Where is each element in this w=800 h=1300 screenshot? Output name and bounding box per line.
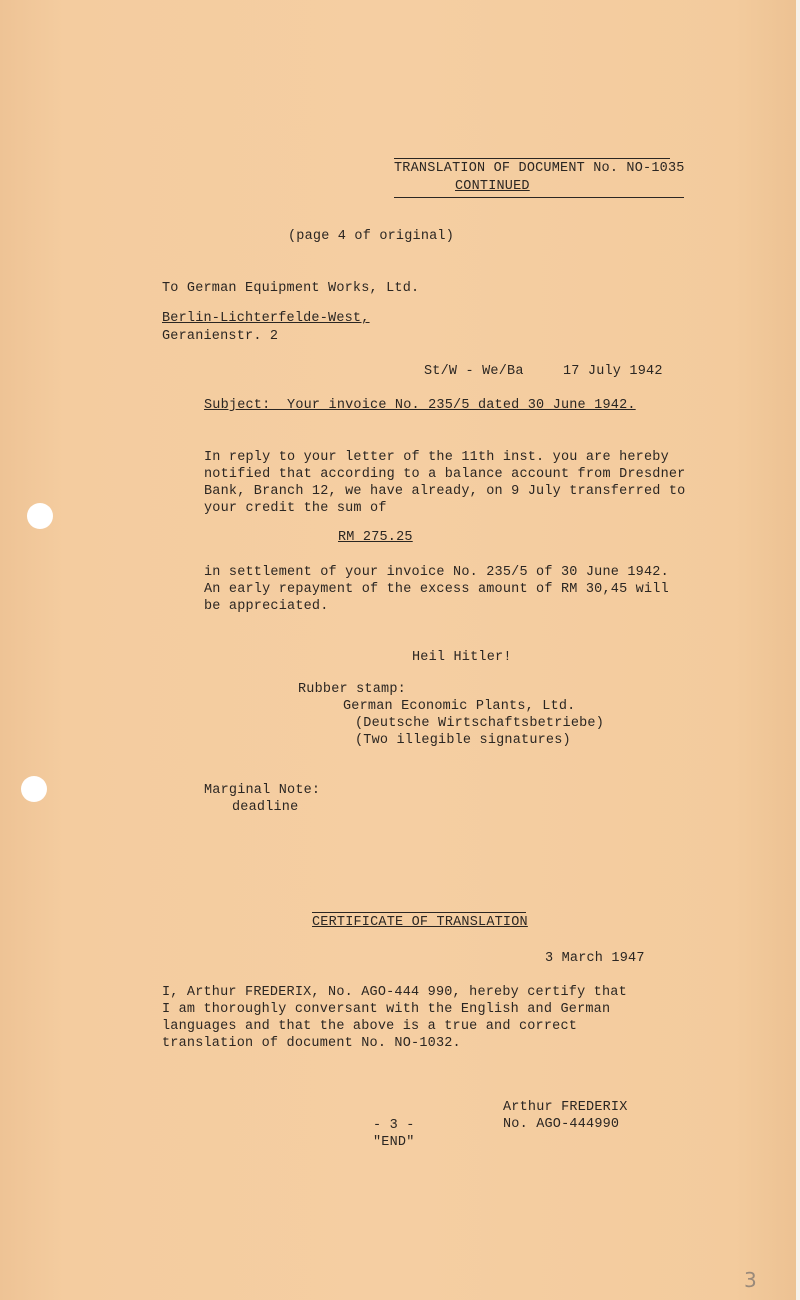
- certificate-line: translation of document No. NO-1032.: [162, 1036, 461, 1051]
- certificate-line: languages and that the above is a true and correct: [162, 1019, 578, 1034]
- continued-label: CONTINUED: [455, 179, 530, 194]
- page-edge: [796, 0, 800, 1300]
- body-line: Bank, Branch 12, we have already, on 9 July transferred to: [204, 484, 686, 499]
- stamp-line: (Two illegible signatures): [355, 733, 571, 748]
- amount: RM 275.25: [338, 530, 413, 545]
- page-number: - 3 -: [373, 1118, 415, 1133]
- closing-salutation: Heil Hitler!: [412, 650, 512, 665]
- translator-name: Arthur FREDERIX: [503, 1100, 628, 1115]
- certificate-date: 3 March 1947: [545, 951, 645, 966]
- end-marker: "END": [373, 1135, 415, 1150]
- certificate-line: I am thoroughly conversant with the English and German: [162, 1002, 611, 1017]
- addressee-line: To German Equipment Works, Ltd.: [162, 281, 420, 296]
- certificate-title: CERTIFICATE OF TRANSLATION: [312, 915, 528, 930]
- punch-hole: [27, 503, 53, 529]
- stamp-line: German Economic Plants, Ltd.: [343, 699, 576, 714]
- body-line: be appreciated.: [204, 599, 329, 614]
- header-top-rule: [394, 158, 670, 159]
- reference-code: St/W - We/Ba: [424, 364, 524, 379]
- body-line: notified that according to a balance account from Dresdner: [204, 467, 686, 482]
- stamp-label: Rubber stamp:: [298, 682, 406, 697]
- body-line: your credit the sum of: [204, 501, 387, 516]
- pencil-page-number: 3: [744, 1268, 757, 1292]
- addressee-street: Geranienstr. 2: [162, 329, 279, 344]
- certificate-top-rule: [312, 912, 526, 913]
- stamp-line: (Deutsche Wirtschaftsbetriebe): [355, 716, 605, 731]
- translator-number: No. AGO-444990: [503, 1117, 620, 1132]
- header-bottom-rule: [394, 197, 684, 198]
- letter-date: 17 July 1942: [563, 364, 663, 379]
- body-line: in settlement of your invoice No. 235/5 of 30 June 1942.: [204, 565, 669, 580]
- document-title: TRANSLATION OF DOCUMENT No. NO-1035: [394, 161, 685, 176]
- subject-line: Subject: Your invoice No. 235/5 dated 30 June 1942.: [204, 398, 636, 413]
- certificate-line: I, Arthur FREDERIX, No. AGO-444 990, hereby certify that: [162, 985, 627, 1000]
- page-note: (page 4 of original): [288, 229, 455, 244]
- addressee-city: Berlin-Lichterfelde-West,: [162, 311, 370, 326]
- body-line: An early repayment of the excess amount of RM 30,45 will: [204, 582, 669, 597]
- punch-hole: [21, 776, 47, 802]
- marginal-note-label: Marginal Note:: [204, 783, 321, 798]
- marginal-note-text: deadline: [232, 800, 299, 815]
- body-line: In reply to your letter of the 11th inst. you are hereby: [204, 450, 669, 465]
